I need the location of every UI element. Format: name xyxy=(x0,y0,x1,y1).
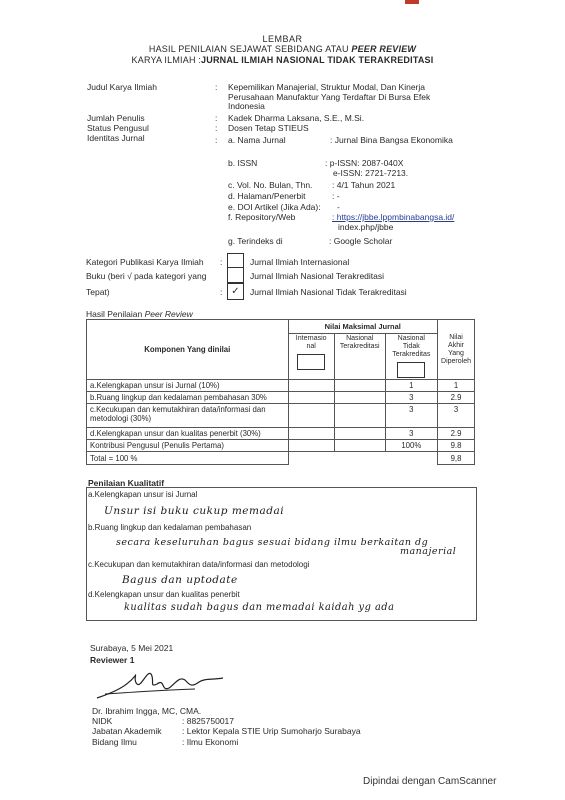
repository-label: f. Repository/Web xyxy=(228,212,296,222)
cell-int xyxy=(288,392,334,404)
colon: : xyxy=(220,287,223,297)
cell-akhir: 2.9 xyxy=(438,392,475,404)
issn-label: b. ISSN xyxy=(228,158,258,168)
cell-max: 1 xyxy=(385,380,437,392)
table-row-total xyxy=(87,452,475,465)
table-row xyxy=(87,404,475,428)
doc-title-line3 xyxy=(0,55,565,65)
cell-nas xyxy=(334,452,385,465)
row-label: a.Kelengkapan unsur isi Jurnal (10%) xyxy=(87,380,289,392)
cell-int xyxy=(288,428,334,440)
doc-title-lembar: LEMBAR xyxy=(262,34,303,44)
cell-akhir: 1 xyxy=(438,380,475,392)
col-tidak-l1: Nasional Tidak xyxy=(397,335,425,350)
jumlah-label: Jumlah Penulis xyxy=(87,113,145,123)
table-row xyxy=(87,428,475,440)
col-akhir-l2: Akhir xyxy=(448,341,464,349)
cell-max: 3 xyxy=(385,392,437,404)
col-komponen: Komponen Yang dinilai xyxy=(87,320,289,380)
halaman-label: d. Halaman/Penerbit xyxy=(228,191,306,201)
col-nilai-akhir xyxy=(438,320,475,380)
vol-label: c. Vol. No. Bulan, Thn. xyxy=(228,180,313,190)
cell-akhir: 9,8 xyxy=(438,452,475,465)
doi-label: e. DOI Artikel (Jika Ada): xyxy=(228,202,321,212)
kualitatif-title: Penilaian Kualitatif xyxy=(88,478,165,488)
cell-int xyxy=(288,440,334,452)
cell-nas xyxy=(334,428,385,440)
repository-link-2: index.php/jbbe xyxy=(338,222,394,232)
table-row xyxy=(87,440,475,452)
halaman-value: : - xyxy=(332,191,340,201)
row-label: Total = 100 % xyxy=(87,452,289,465)
bidang-value: : Ilmu Ekonomi xyxy=(182,737,239,747)
cell-int xyxy=(288,380,334,392)
bidang-label: Bidang Ilmu xyxy=(92,737,137,747)
cell-nas xyxy=(334,404,385,428)
col-akhir-l3: Yang xyxy=(448,349,464,357)
kategori-opt-internasional: Jurnal Ilmiah Internasional xyxy=(250,257,350,267)
issn-value-2: e-ISSN: 2721-7213. xyxy=(333,168,409,178)
col-int-l2: nal xyxy=(306,343,316,350)
cell-max xyxy=(385,452,437,465)
issn-value-1: : p-ISSN: 2087-040X xyxy=(325,158,404,168)
nidk-value: : 8825750017 xyxy=(182,716,234,726)
title-line2-italic: PEER REVIEW xyxy=(351,44,417,54)
col-tidak-l2: Terakreditas xyxy=(392,351,431,358)
reviewer-label: Reviewer 1 xyxy=(90,655,135,665)
judul-value-3: Indonesia xyxy=(228,101,265,111)
kategori-opt-tidak-terakreditasi: Jurnal Ilmiah Nasional Tidak Terakreditasi xyxy=(250,287,407,297)
cell-max: 3 xyxy=(385,428,437,440)
colon: : xyxy=(220,257,223,267)
cell-int xyxy=(288,452,334,465)
nama-jurnal-value: : Jurnal Bina Bangsa Ekonomika xyxy=(330,135,453,145)
kategori-label-2: Buku (beri √ pada kategori yang xyxy=(86,271,207,281)
col-internasional xyxy=(288,334,334,380)
vol-value: : 4/1 Tahun 2021 xyxy=(332,180,396,190)
title-line2-text: HASIL PENILAIAN SEJAWAT SEBIDANG ATAU xyxy=(148,44,352,54)
kategori-opt-terakreditasi: Jurnal Ilmiah Nasional Terakreditasi xyxy=(250,271,385,281)
kategori-label-3: Tepat) xyxy=(86,287,110,297)
identitas-label: Identitas Jurnal xyxy=(87,133,145,143)
jabatan-value: : Lektor Kepala STIE Urip Sumoharjo Surabaya xyxy=(182,726,361,736)
kualitatif-d-handwriting: kualitas sudah bagus dan memadai kaidah yg ada xyxy=(124,602,395,613)
kualitatif-c-label: c.Kecukupan dan kemutakhiran data/informasi dan metodologi xyxy=(88,560,310,569)
row-label: b.Ruang lingkup dan kedalaman pembahasan 30% xyxy=(87,392,289,404)
kategori-checkbox-terakreditasi[interactable] xyxy=(227,267,244,283)
kualitatif-b-handwriting: secara keseluruhan bagus sesuai bidang ilmu berkaitan dg xyxy=(116,537,429,548)
judul-value-2: Perusahaan Manufaktur Yang Terdaftar Di Bursa Efek xyxy=(228,92,431,102)
camscanner-watermark: Dipindai dengan CamScanner xyxy=(363,776,497,787)
title-line3-bold: JURNAL ILMIAH NASIONAL TIDAK TERAKREDITASI xyxy=(201,55,434,65)
repository-link[interactable]: : https://jbbe.lppmbinabangsa.id/ xyxy=(332,212,455,222)
kualitatif-b-handwriting-2: manajerial xyxy=(400,546,457,557)
col-tidak-terakreditasi xyxy=(385,334,437,380)
col-int-l1: Internasio xyxy=(295,335,327,342)
cell-max: 3 xyxy=(385,404,437,428)
colon: : xyxy=(215,113,218,123)
kualitatif-d-label: d.Kelengkapan unsur dan kualitas penerbit xyxy=(88,590,240,599)
colon: : xyxy=(215,82,218,92)
terindeks-label: g. Terindeks di xyxy=(228,236,283,246)
row-label: d.Kelengkapan unsur dan kualitas penerbit (30%) xyxy=(87,428,289,440)
nama-jurnal-label: a. Nama Jurnal xyxy=(228,135,286,145)
status-label: Status Pengusul xyxy=(87,123,149,133)
status-value: Dosen Tetap STIEUS xyxy=(228,123,309,133)
cell-akhir: 3 xyxy=(438,404,475,428)
terindeks-value: : Google Scholar xyxy=(329,236,393,246)
table-row xyxy=(87,392,475,404)
kualitatif-a-handwriting: Unsur isi buku cukup memadai xyxy=(104,505,285,517)
cell-int xyxy=(288,404,334,428)
doi-value: - xyxy=(337,202,340,212)
col-nasional xyxy=(334,334,385,380)
kategori-checkbox-tidak-terakreditasi[interactable]: ✓ xyxy=(227,283,244,300)
col-nas-l2: Terakreditasi xyxy=(339,343,380,350)
place-date: Surabaya, 5 Mei 2021 xyxy=(90,643,174,653)
row-label: c.Kecukupan dan kemutakhiran data/informasi dan metodologi (30%) xyxy=(87,404,289,428)
col-akhir-l4: Diperoleh xyxy=(441,357,471,365)
cell-akhir: 9.8 xyxy=(438,440,475,452)
table-row xyxy=(87,380,475,392)
hasil-title xyxy=(86,309,193,319)
col-nas-l1: Nasional xyxy=(346,335,374,342)
row-label: Kontribusi Pengusul (Penulis Pertama) xyxy=(87,440,289,452)
hasil-title-italic: Peer Review xyxy=(144,309,193,319)
judul-value-1: Kepemilikan Manajerial, Struktur Modal, Dan Kinerja xyxy=(228,82,426,92)
reviewer-name: Dr. Ibrahim Ingga, MC, CMA. xyxy=(92,706,202,716)
kualitatif-a-label: a.Kelengkapan unsur isi Jurnal xyxy=(88,490,198,499)
kualitatif-c-handwriting: Bagus dan uptodate xyxy=(122,574,238,586)
tidak-terakreditasi-box xyxy=(397,362,425,378)
col-group-nilai-maksimal: Nilai Maksimal Jurnal xyxy=(288,320,438,334)
scan-edge-mark xyxy=(405,0,419,4)
jumlah-value: Kadek Dharma Laksana, S.E., M.Si. xyxy=(228,113,365,123)
nidk-label: NIDK xyxy=(92,716,113,726)
internasional-box xyxy=(297,354,325,370)
kategori-label-1: Kategori Publikasi Karya Ilmiah xyxy=(86,257,204,267)
hasil-title-text: Hasil Penilaian xyxy=(86,309,145,319)
colon: : xyxy=(215,123,218,133)
doc-title-line2 xyxy=(0,44,565,54)
nilai-table xyxy=(86,319,475,465)
signature-image xyxy=(95,662,230,702)
judul-label: Judul Karya Ilmiah xyxy=(87,82,157,92)
colon: : xyxy=(215,135,218,145)
cell-akhir: 2.9 xyxy=(438,428,475,440)
cell-nas xyxy=(334,440,385,452)
col-akhir-l1: Nilai xyxy=(449,333,463,341)
cell-nas xyxy=(334,392,385,404)
cell-nas xyxy=(334,380,385,392)
cell-max: 100% xyxy=(385,440,437,452)
jabatan-label: Jabatan Akademik xyxy=(92,726,162,736)
kualitatif-b-label: b.Ruang lingkup dan kedalaman pembahasan xyxy=(88,523,252,532)
title-line3-text: KARYA ILMIAH : xyxy=(131,55,202,65)
